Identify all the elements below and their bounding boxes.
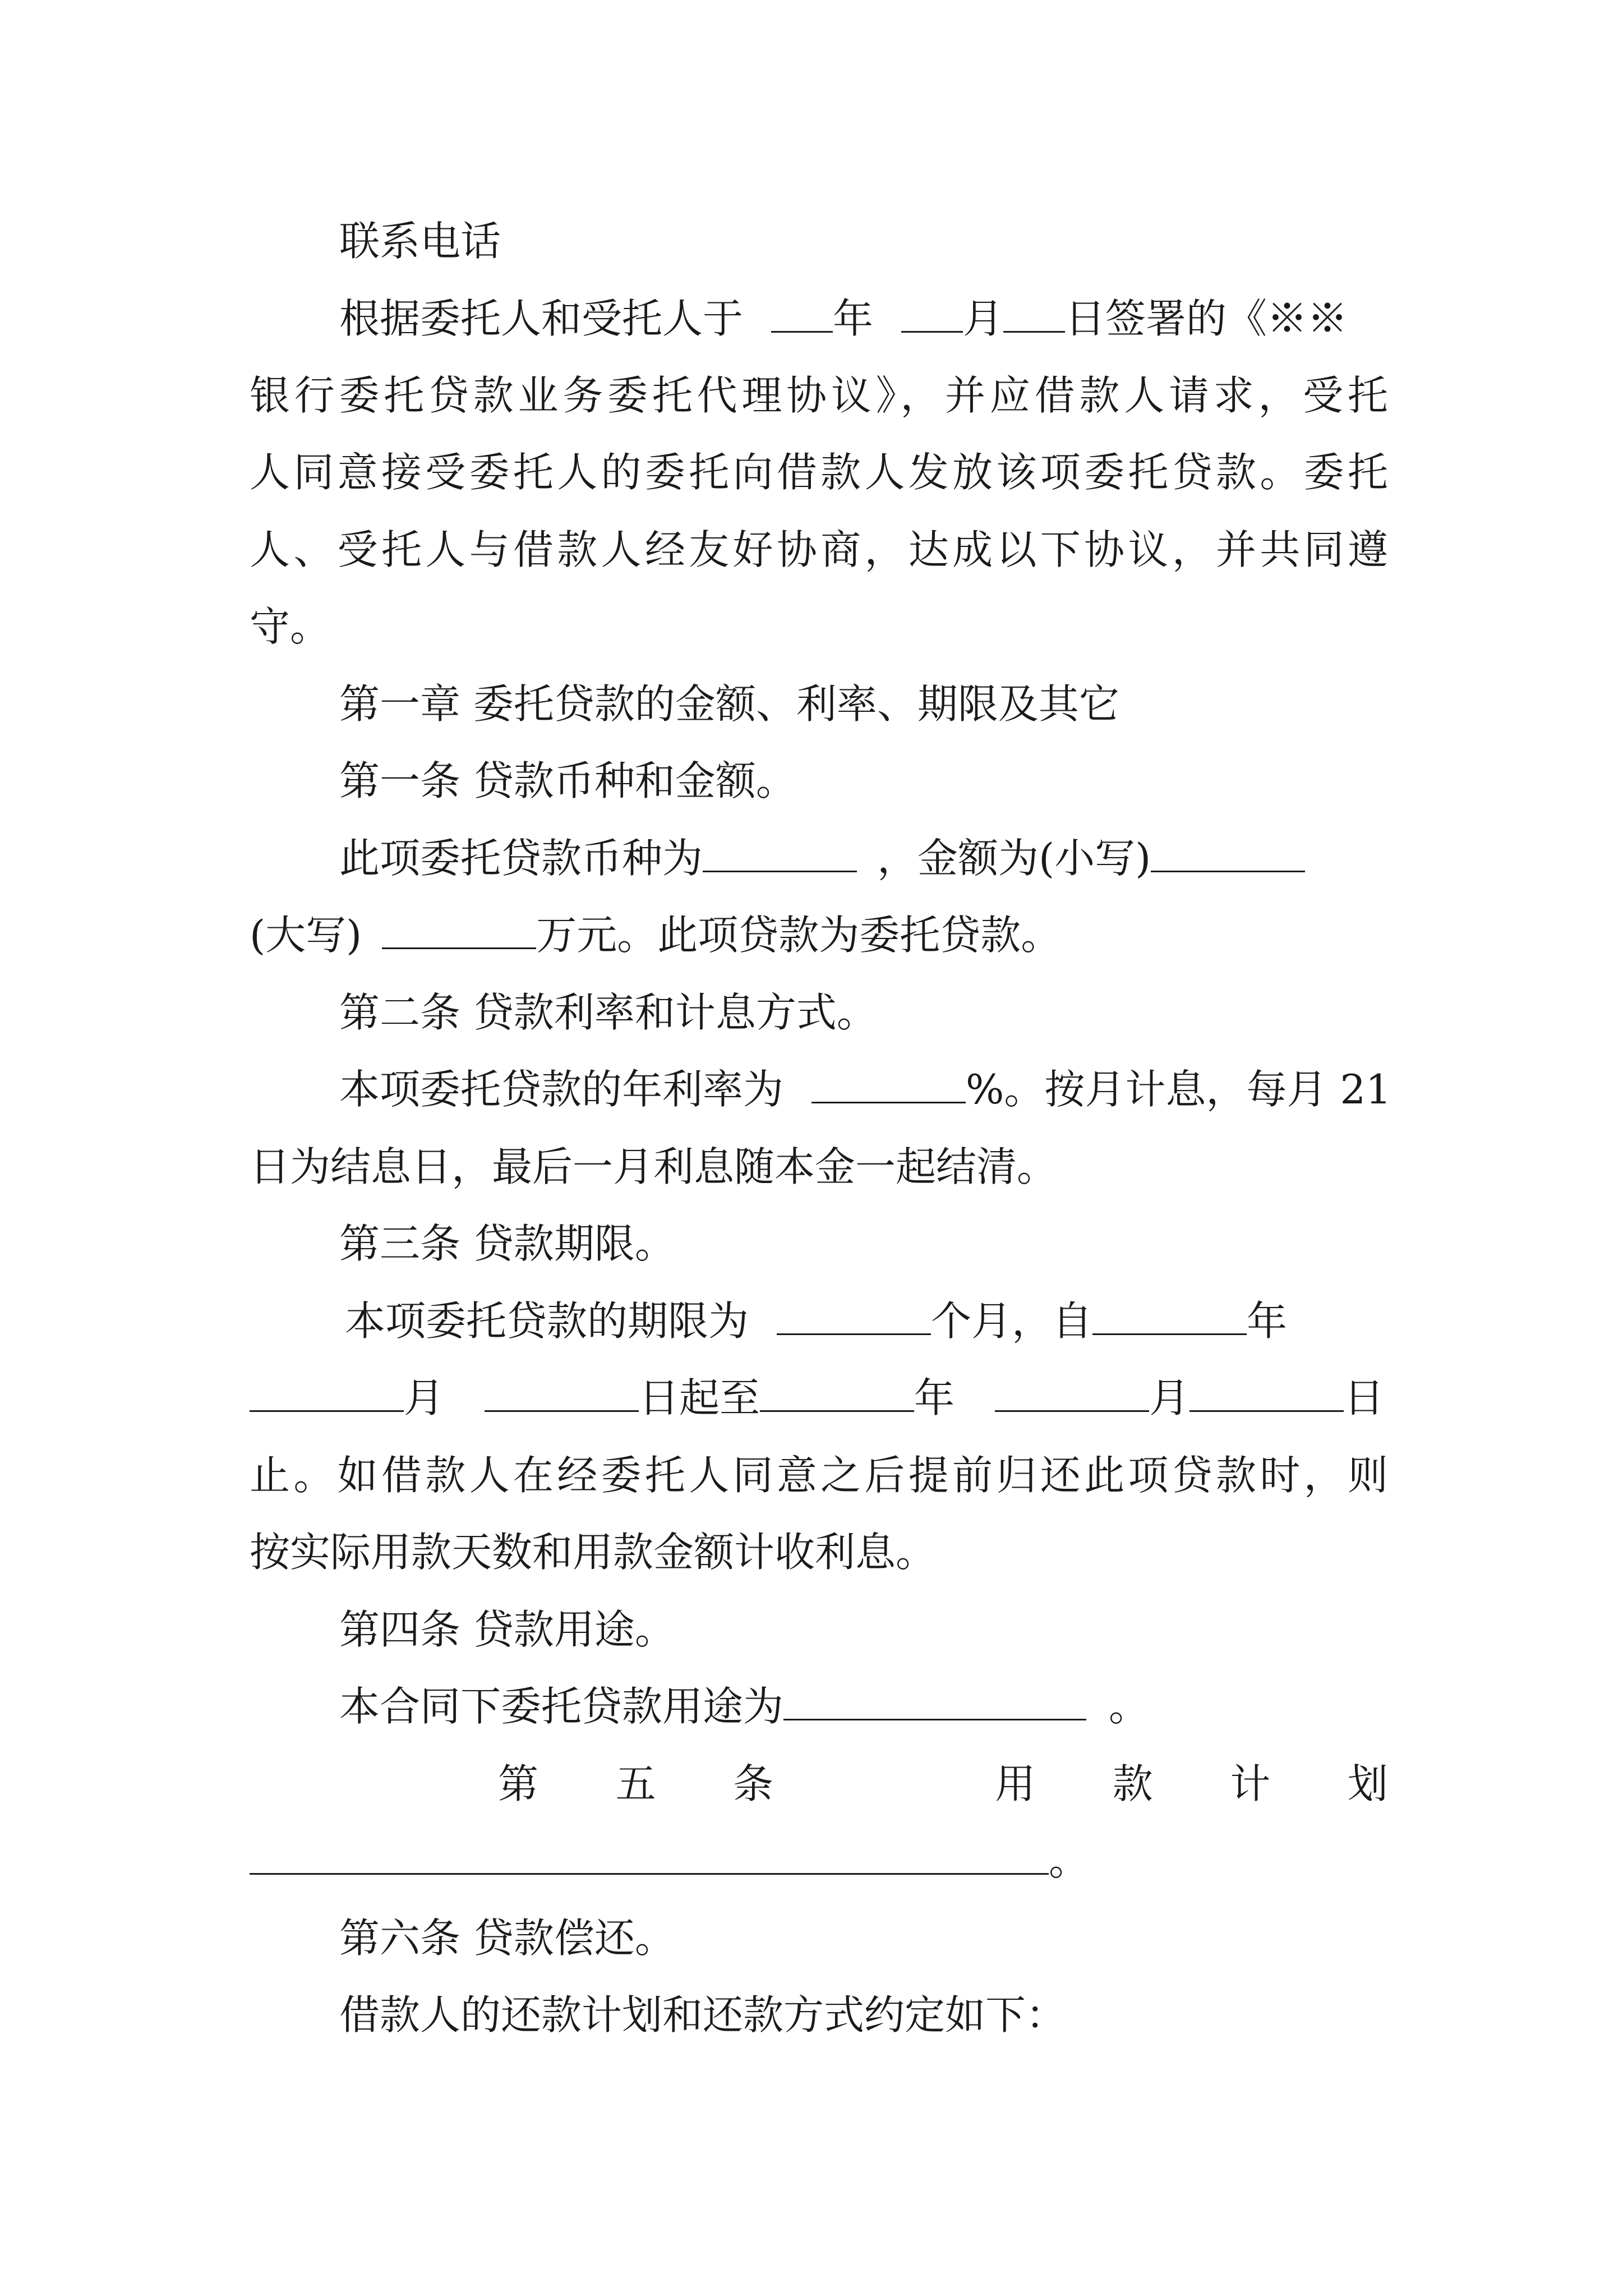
intro-line-3: 人同意接受委托人的委托向借款人发放该项委托贷款。委托 <box>250 449 1388 496</box>
article-3-line-3: 止。如借款人在经委托人同意之后提前归还此项贷款时，则 <box>250 1452 1388 1499</box>
article-5-char-1: 第 <box>498 1760 539 1807</box>
blank-interest-rate <box>811 1066 966 1103</box>
article-4-title: 第四条 贷款用途。 <box>339 1606 675 1653</box>
article-3-line-4: 按实际用款天数和用款金额计收利息。 <box>250 1529 937 1576</box>
article-3-year-label: 年 <box>1247 1297 1288 1345</box>
intro-line-5: 守。 <box>250 603 331 650</box>
blank-start-day <box>485 1374 639 1412</box>
article-5-char-3: 条 <box>733 1760 774 1807</box>
blank-amount-lower <box>1151 835 1305 872</box>
article-3-line-2 <box>250 1370 1388 1426</box>
article-5-char-5: 款 <box>1112 1760 1153 1807</box>
article-3-day-from-label: 日起至 <box>639 1374 760 1421</box>
article-5-char-4: 用 <box>995 1760 1036 1807</box>
article-3-from-label: 个月，自 <box>931 1297 1093 1345</box>
intro-line-2: 银行委托贷款业务委托代理协议》，并应借款人请求，受托 <box>250 372 1388 419</box>
blank-day <box>1003 295 1065 333</box>
article-2-rate-label: 本项委托贷款的年利率为 <box>339 1066 784 1113</box>
article-1-line-2-tail: 万元。此项贷款为委托贷款。 <box>536 912 1062 959</box>
article-6-title: 第六条 贷款偿还。 <box>339 1915 675 1962</box>
blank-usage-plan <box>250 1837 1049 1875</box>
article-3-title: 第三条 贷款期限。 <box>339 1220 675 1267</box>
article-2-line-1 <box>339 1061 1391 1117</box>
article-1-title: 第一条 贷款币种和金额。 <box>339 757 796 804</box>
blank-start-month <box>250 1374 404 1412</box>
article-5-char-2: 五 <box>615 1760 656 1807</box>
article-5-char-6: 计 <box>1230 1760 1271 1807</box>
article-3-term-label: 本项委托贷款的期限为 <box>345 1297 749 1345</box>
article-4-line-1 <box>339 1678 1388 1734</box>
intro-text-a: 根据委托人和受托人于 <box>339 295 744 342</box>
article-1-line-1 <box>339 830 1388 886</box>
blank-end-day <box>1189 1374 1344 1412</box>
blank-start-year <box>1092 1297 1247 1335</box>
article-6-line-1: 借款人的还款计划和还款方式约定如下： <box>339 1991 1067 2039</box>
blank-amount-upper <box>382 912 536 949</box>
article-3-line-1 <box>345 1293 1394 1349</box>
contact-phone-label: 联系电话 <box>339 218 501 265</box>
article-5-line-2 <box>250 1833 1388 1889</box>
article-1-currency-label: 此项委托贷款币种为 <box>339 835 703 882</box>
blank-currency <box>703 835 857 872</box>
article-2-line-1-tail: %。按月计息，每月 21 <box>966 1066 1391 1113</box>
article-1-line-2 <box>250 907 1388 963</box>
blank-term-months <box>777 1297 931 1335</box>
article-4-purpose-label: 本合同下委托贷款用途为 <box>339 1683 784 1730</box>
article-5-period: 。 <box>1049 1837 1090 1884</box>
article-3-end-day-label: 日 <box>1344 1374 1385 1421</box>
chapter-1-title: 第一章 委托贷款的金额、利率、期限及其它 <box>339 680 1119 728</box>
intro-year-label: 年 <box>833 295 874 342</box>
article-3-end-year-label: 年 <box>914 1374 955 1421</box>
article-1-upper-label: (大写) <box>250 912 362 959</box>
blank-month <box>901 295 963 333</box>
blank-end-month <box>995 1374 1149 1412</box>
blank-loan-purpose <box>783 1683 1086 1720</box>
article-5-char-7: 划 <box>1347 1760 1388 1807</box>
intro-month-label: 月 <box>963 295 1004 342</box>
blank-end-year <box>760 1374 914 1412</box>
blank-year <box>771 295 833 333</box>
intro-line-1 <box>339 291 1388 347</box>
article-3-month-label: 月 <box>404 1374 445 1421</box>
article-5-title <box>498 1756 1388 1812</box>
intro-line-4: 人、受托人与借款人经友好协商，达成以下协议，并共同遵 <box>250 526 1388 573</box>
article-2-line-2: 日为结息日，最后一月利息随本金一起结清。 <box>250 1143 1058 1190</box>
article-1-amount-label: ，金额为(小写) <box>877 835 1151 882</box>
article-3-end-month-label: 月 <box>1149 1374 1190 1421</box>
article-2-title: 第二条 贷款利率和计息方式。 <box>339 989 877 1036</box>
intro-day-tail: 日签署的《※※ <box>1065 295 1348 342</box>
article-4-period: 。 <box>1109 1683 1150 1730</box>
